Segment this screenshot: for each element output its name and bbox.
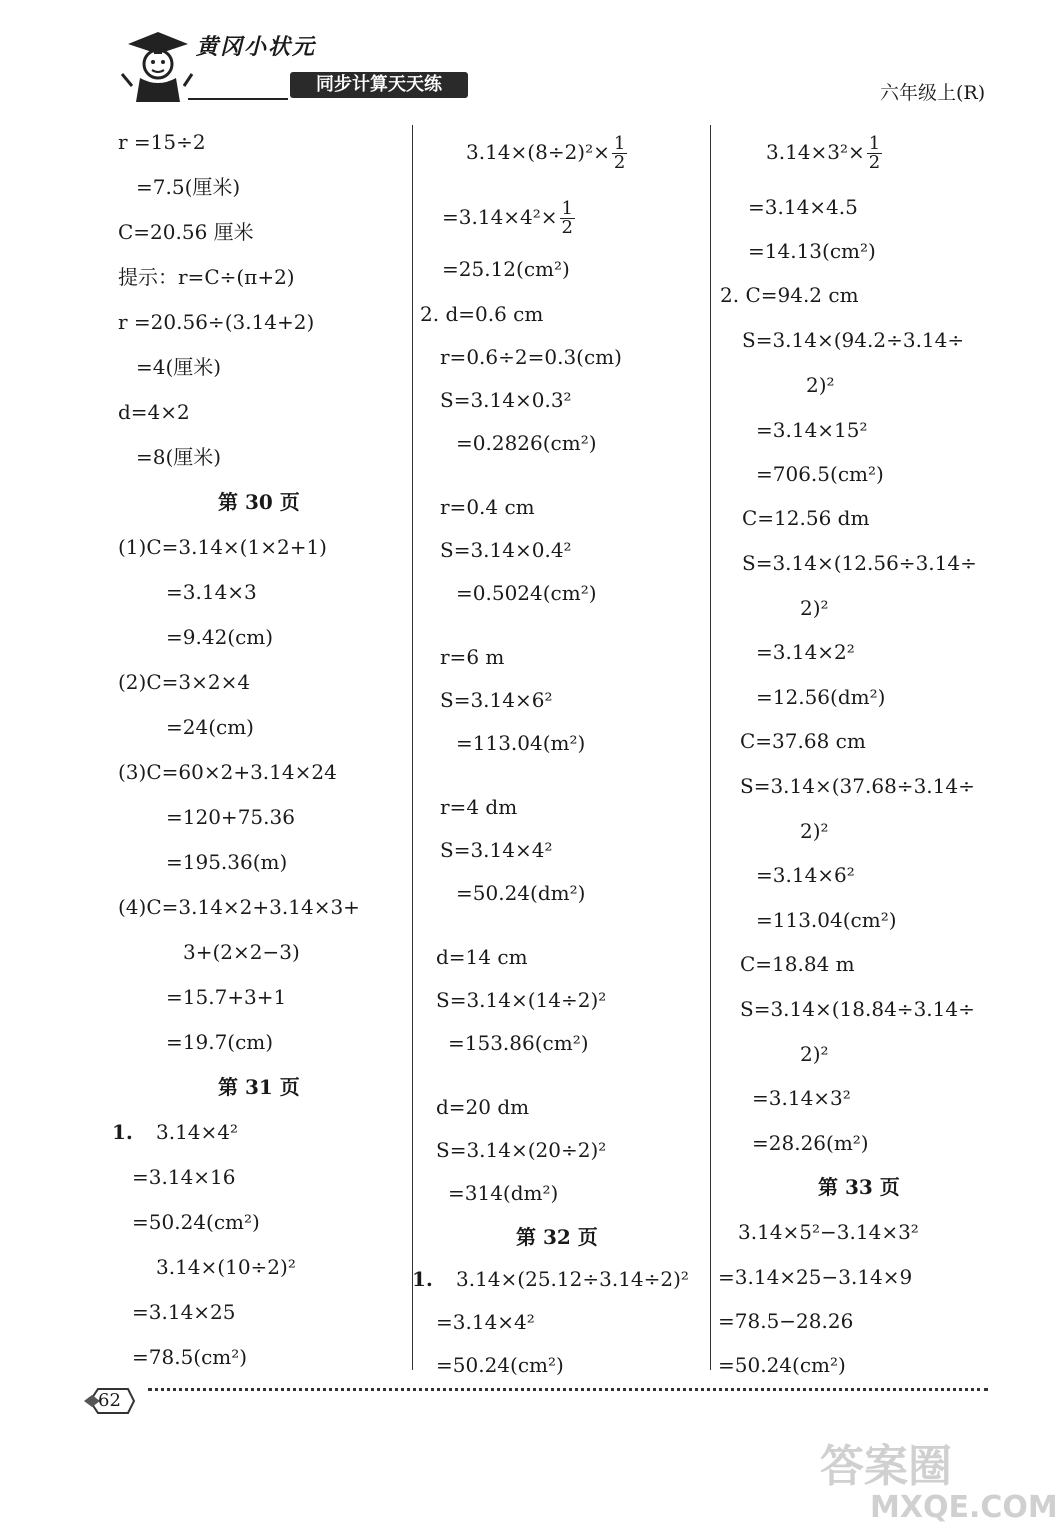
watermark-url: MXQE.COM [870, 1490, 1058, 1525]
answer-line: =28.26(m²) [752, 1131, 869, 1155]
answer-line: (3)C=60×2+3.14×24 [118, 760, 337, 784]
answer-line: 提示：r=C÷(π+2) [118, 265, 295, 289]
answer-line: d=4×2 [118, 400, 190, 424]
answer-line: 3.14×(25.12÷3.14÷2)² [456, 1267, 689, 1291]
page-header [0, 0, 1032, 110]
answer-line: 第 33 页 [818, 1175, 900, 1199]
answer-line: =19.7(cm) [166, 1030, 274, 1054]
answer-line: =78.5−28.26 [718, 1309, 854, 1333]
answer-line: r=0.4 cm [440, 495, 535, 519]
answer-line: =14.13(cm²) [748, 239, 876, 263]
answer-line: =50.24(cm²) [132, 1210, 260, 1234]
answer-line: =3.14×25−3.14×9 [718, 1265, 913, 1289]
answer-line: 第 31 页 [218, 1075, 300, 1099]
answer-line: =50.24(dm²) [456, 881, 586, 905]
answer-line: =153.86(cm²) [448, 1031, 589, 1055]
denominator: 2 [613, 152, 626, 173]
answer-line: =706.5(cm²) [756, 462, 884, 486]
answer-line: 2)² [800, 819, 829, 843]
column-divider-2 [710, 125, 711, 1370]
answer-line: d=20 dm [436, 1095, 530, 1119]
answer-line: S=3.14×(14÷2)² [436, 988, 607, 1012]
answer-line: (4)C=3.14×2+3.14×3+ [118, 895, 360, 919]
fraction [560, 200, 575, 237]
answer-line: C=37.68 cm [740, 729, 866, 753]
answer-line: =50.24(cm²) [718, 1353, 846, 1377]
answer-line: 3.14×4² [156, 1120, 239, 1144]
answer-line: 2. C=94.2 cm [720, 283, 859, 307]
numerator: 1 [868, 133, 881, 154]
answer-line: 3.14×5²−3.14×3² [738, 1220, 919, 1244]
answer-line: r=6 m [440, 645, 505, 669]
expression-text: 3.14×(8÷2)²× [466, 140, 610, 164]
fraction [867, 135, 882, 172]
answer-line: =78.5(cm²) [132, 1345, 248, 1369]
watermark-logo: 答案圈 [820, 1441, 952, 1492]
column-divider-1 [412, 125, 413, 1370]
answer-line: =3.14×3 [166, 580, 257, 604]
answer-line: 2)² [800, 596, 829, 620]
answer-line: =113.04(cm²) [756, 908, 897, 932]
answer-line: S=3.14×(37.68÷3.14÷ [740, 774, 975, 798]
answer-line: =3.14×15² [756, 418, 868, 442]
answer-line: =3.14×16 [132, 1165, 236, 1189]
answer-line: (1)C=3.14×(1×2+1) [118, 535, 327, 559]
numerator: 1 [561, 198, 573, 219]
answer-line: 3.14×(10÷2)² [156, 1255, 296, 1279]
answer-line: =9.42(cm) [166, 625, 274, 649]
answer-line: S=3.14×6² [440, 688, 553, 712]
answer-line: =0.5024(cm²) [456, 581, 597, 605]
answer-line: =50.24(cm²) [436, 1353, 564, 1377]
answer-line: 2)² [806, 373, 835, 397]
answer-line: 第 30 页 [218, 490, 300, 514]
answer-line: =12.56(dm²) [756, 685, 886, 709]
answer-line: =8(厘米) [136, 445, 222, 469]
answer-line: =7.5(厘米) [136, 175, 241, 199]
answer-line: 2)² [800, 1042, 829, 1066]
answer-line: r =20.56÷(3.14+2) [118, 310, 315, 334]
answer-line: (2)C=3×2×4 [118, 670, 251, 694]
answer-line: r=0.6÷2=0.3(cm) [440, 345, 622, 369]
mascot-icon [118, 26, 194, 104]
page-number: 62 [98, 1390, 121, 1411]
answer-line: =0.2826(cm²) [456, 431, 597, 455]
answer-line: 1. [112, 1120, 133, 1144]
answer-line: =3.14×4² [436, 1310, 535, 1334]
answer-line: C=18.84 m [740, 952, 855, 976]
answer-line: S=3.14×0.4² [440, 538, 572, 562]
fraction-expression [766, 135, 882, 172]
answer-line: d=14 cm [436, 945, 528, 969]
grade-label: 六年级上(R) [880, 82, 986, 104]
answer-line: 3+(2×2−3) [183, 940, 300, 964]
answer-line: C=20.56 厘米 [118, 220, 254, 244]
answer-line: 2. d=0.6 cm [420, 302, 544, 326]
answer-line: =3.14×6² [756, 863, 855, 887]
footer-dotted-rule [148, 1388, 988, 1391]
answer-line: S=3.14×(94.2÷3.14÷ [742, 328, 965, 352]
answer-line: =3.14×25 [132, 1300, 236, 1324]
answer-line: =25.12(cm²) [442, 257, 570, 281]
brand-title: 黄冈小状元 [196, 35, 317, 60]
answer-line: =24(cm) [166, 715, 254, 739]
answer-line: =3.14×4.5 [748, 195, 858, 219]
answer-line: S=3.14×(12.56÷3.14÷ [742, 551, 977, 575]
fraction-expression [466, 135, 627, 172]
answer-line: =314(dm²) [448, 1181, 559, 1205]
answer-line: 第 32 页 [516, 1225, 598, 1249]
answer-line: S=3.14×(18.84÷3.14÷ [740, 997, 975, 1021]
answer-line: S=3.14×(20÷2)² [436, 1138, 607, 1162]
expression-text: =3.14×4²× [442, 205, 558, 229]
brand-underline [188, 98, 288, 100]
answer-line: =15.7+3+1 [166, 985, 287, 1009]
fraction [612, 135, 627, 172]
answer-line: 1. [412, 1267, 433, 1291]
fraction-expression [442, 200, 575, 237]
expression-text: 3.14×3²× [766, 140, 865, 164]
denominator: 2 [868, 152, 881, 173]
answer-line: =4(厘米) [136, 355, 222, 379]
answer-line: S=3.14×0.3² [440, 388, 572, 412]
answer-line: =120+75.36 [166, 805, 295, 829]
answer-line: r =15÷2 [118, 130, 206, 154]
answer-line: =113.04(m²) [456, 731, 586, 755]
answer-line: =195.36(m) [166, 850, 288, 874]
answer-line: r=4 dm [440, 795, 518, 819]
answer-line: =3.14×2² [756, 640, 855, 664]
answer-line: C=12.56 dm [742, 506, 870, 530]
denominator: 2 [561, 217, 573, 238]
answer-line: =3.14×3² [752, 1086, 851, 1110]
answer-line: S=3.14×4² [440, 838, 553, 862]
numerator: 1 [613, 133, 626, 154]
series-banner: 同步计算天天练 [290, 72, 468, 98]
